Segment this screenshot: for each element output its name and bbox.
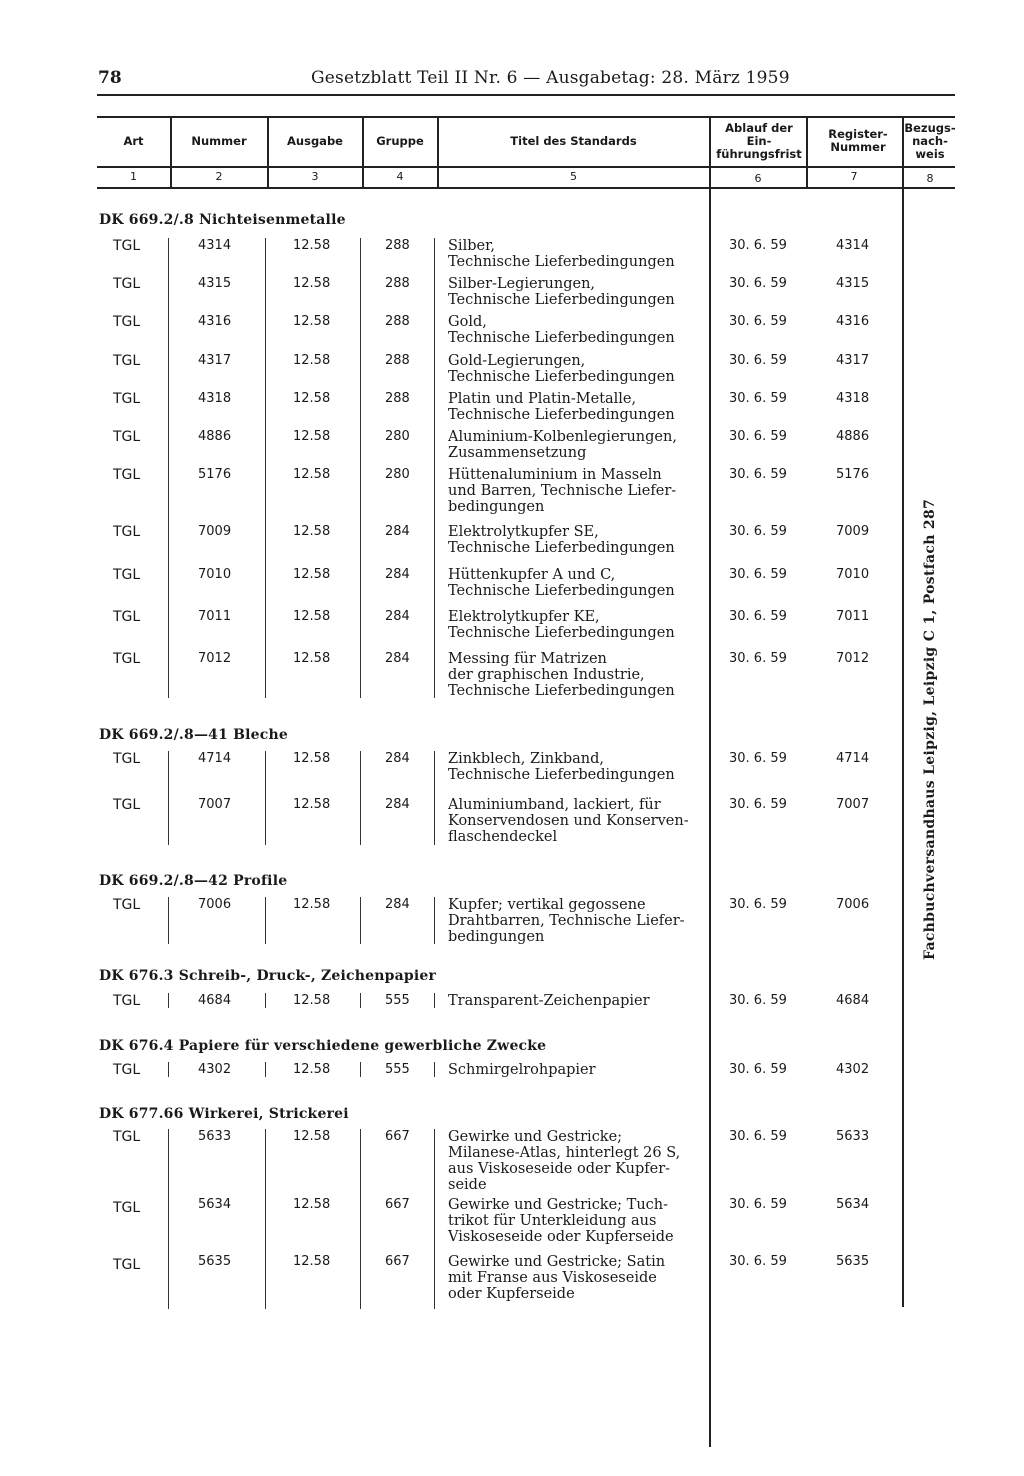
cell-frist: 30. 6. 59 (729, 391, 787, 406)
cell-nummer: 5634 (198, 1197, 232, 1212)
cell-register: 4886 (836, 429, 870, 444)
cell-nummer: 7007 (198, 797, 232, 812)
cell-gruppe: 284 (385, 524, 410, 539)
cell-art: TGL (113, 1200, 141, 1216)
cell-divider (168, 1062, 169, 1077)
cell-art: TGL (113, 1062, 141, 1078)
cell-art: TGL (113, 993, 141, 1009)
cell-register: 5635 (836, 1254, 870, 1269)
cell-divider (265, 897, 266, 944)
cell-frist: 30. 6. 59 (729, 238, 787, 253)
cell-divider (168, 993, 169, 1008)
cell-register: 4316 (836, 314, 870, 329)
cell-nummer: 4314 (198, 238, 232, 253)
cell-frist: 30. 6. 59 (729, 1197, 787, 1212)
table-top-rule (97, 116, 955, 118)
header-rule (97, 94, 955, 96)
cell-register: 4315 (836, 276, 870, 291)
cell-art: TGL (113, 567, 141, 583)
cell-gruppe: 284 (385, 897, 410, 912)
cell-divider (265, 1129, 266, 1309)
cell-art: TGL (113, 1129, 141, 1145)
header-num-7: 7 (850, 170, 858, 183)
cell-ausgabe: 12.58 (293, 609, 331, 624)
cell-divider (434, 1129, 435, 1309)
cell-art: TGL (113, 467, 141, 483)
cell-frist: 30. 6. 59 (729, 1062, 787, 1077)
header-num-5: 5 (570, 170, 577, 183)
header-col-nummer: Nummer (191, 134, 247, 148)
cell-titel: Elektrolytkupfer KE, Technische Lieferbedingungen (448, 609, 675, 641)
cell-ausgabe: 12.58 (293, 276, 331, 291)
header-num-1: 1 (130, 170, 137, 183)
cell-gruppe: 284 (385, 797, 410, 812)
cell-divider (265, 238, 266, 698)
cell-divider (434, 1062, 435, 1077)
header-num-8: 8 (926, 172, 934, 185)
cell-ausgabe: 12.58 (293, 651, 331, 666)
cell-divider (434, 238, 435, 698)
cell-gruppe: 284 (385, 651, 410, 666)
page-number: 78 (98, 68, 122, 88)
cell-titel: Schmirgelrohpapier (448, 1062, 596, 1078)
cell-nummer: 4318 (198, 391, 232, 406)
cell-titel: Platin und Platin-Metalle, Technische Lieferbedingungen (448, 391, 675, 423)
cell-titel: Gewirke und Gestricke; Satin mit Franse aus Viskoseseide oder Kupferseide (448, 1254, 666, 1302)
section-title: DK 676.4 Papiere für verschiedene gewerbliche Zwecke (99, 1038, 547, 1054)
cell-art: TGL (113, 353, 141, 369)
cell-frist: 30. 6. 59 (729, 314, 787, 329)
cell-ausgabe: 12.58 (293, 467, 331, 482)
cell-frist: 30. 6. 59 (729, 651, 787, 666)
cell-ausgabe: 12.58 (293, 751, 331, 766)
cell-gruppe: 555 (385, 1062, 410, 1077)
cell-nummer: 7006 (198, 897, 232, 912)
header-col-gruppe: Gruppe (376, 134, 424, 148)
cell-art: TGL (113, 276, 141, 292)
cell-ausgabe: 12.58 (293, 993, 331, 1008)
table-header-bottom-rule (97, 187, 955, 189)
cell-ausgabe: 12.58 (293, 1062, 331, 1077)
cell-gruppe: 288 (385, 353, 410, 368)
cell-ausgabe: 12.58 (293, 353, 331, 368)
cell-art: TGL (113, 391, 141, 407)
cell-frist: 30. 6. 59 (729, 353, 787, 368)
cell-titel: Gewirke und Gestricke; Milanese-Atlas, hinterlegt 26 S, aus Viskoseseide oder Kupfer- seide (448, 1129, 681, 1193)
cell-ausgabe: 12.58 (293, 1197, 331, 1212)
cell-art: TGL (113, 1257, 141, 1273)
cell-ausgabe: 12.58 (293, 238, 331, 253)
cell-register: 7010 (836, 567, 870, 582)
section-title: DK 669.2/.8—42 Profile (99, 873, 288, 889)
cell-divider (360, 238, 361, 698)
header-col-titel: Titel des Standards (510, 134, 637, 148)
cell-divider (434, 751, 435, 845)
cell-frist: 30. 6. 59 (729, 1129, 787, 1144)
cell-titel: Silber, Technische Lieferbedingungen (448, 238, 675, 270)
cell-gruppe: 288 (385, 238, 410, 253)
cell-gruppe: 284 (385, 609, 410, 624)
cell-titel: Zinkblech, Zinkband, Technische Lieferbedingungen (448, 751, 675, 783)
cell-ausgabe: 12.58 (293, 567, 331, 582)
cell-nummer: 4317 (198, 353, 232, 368)
table-header-separator (97, 166, 955, 168)
cell-divider (265, 1062, 266, 1077)
cell-titel: Elektrolytkupfer SE, Technische Lieferbedingungen (448, 524, 675, 556)
cell-register: 4714 (836, 751, 870, 766)
cell-frist: 30. 6. 59 (729, 797, 787, 812)
cell-frist: 30. 6. 59 (729, 609, 787, 624)
cell-art: TGL (113, 897, 141, 913)
cell-frist: 30. 6. 59 (729, 276, 787, 291)
cell-frist: 30. 6. 59 (729, 567, 787, 582)
cell-art: TGL (113, 609, 141, 625)
cell-ausgabe: 12.58 (293, 429, 331, 444)
cell-art: TGL (113, 238, 141, 254)
cell-nummer: 4714 (198, 751, 232, 766)
cell-register: 4684 (836, 993, 870, 1008)
cell-nummer: 5635 (198, 1254, 232, 1269)
cell-ausgabe: 12.58 (293, 897, 331, 912)
cell-titel: Aluminiumband, lackiert, für Konservendosen und Konserven- flaschendeckel (448, 797, 689, 845)
header-col-ausgabe: Ausgabe (287, 134, 343, 148)
cell-gruppe: 555 (385, 993, 410, 1008)
cell-register: 5634 (836, 1197, 870, 1212)
cell-divider (265, 993, 266, 1008)
cell-titel: Gold-Legierungen, Technische Lieferbedingungen (448, 353, 675, 385)
column-divider (709, 117, 711, 1447)
cell-nummer: 4316 (198, 314, 232, 329)
cell-gruppe: 284 (385, 751, 410, 766)
cell-nummer: 7012 (198, 651, 232, 666)
cell-nummer: 4886 (198, 429, 232, 444)
cell-divider (265, 751, 266, 845)
cell-titel: Aluminium-Kolbenlegierungen, Zusammensetzung (448, 429, 677, 461)
header-col-art: Art (123, 134, 144, 148)
column-divider (902, 117, 904, 1307)
cell-frist: 30. 6. 59 (729, 897, 787, 912)
cell-frist: 30. 6. 59 (729, 1254, 787, 1269)
cell-titel: Hüttenaluminium in Masseln und Barren, Technische Liefer- bedingungen (448, 467, 677, 515)
cell-gruppe: 667 (385, 1254, 410, 1269)
cell-ausgabe: 12.58 (293, 524, 331, 539)
cell-register: 7007 (836, 797, 870, 812)
section-title: DK 676.3 Schreib-, Druck-, Zeichenpapier (99, 968, 437, 984)
cell-titel: Hüttenkupfer A und C, Technische Lieferbedingungen (448, 567, 675, 599)
cell-ausgabe: 12.58 (293, 314, 331, 329)
cell-frist: 30. 6. 59 (729, 993, 787, 1008)
cell-gruppe: 284 (385, 567, 410, 582)
cell-nummer: 7010 (198, 567, 232, 582)
cell-titel: Kupfer; vertikal gegossene Drahtbarren, Technische Liefer- bedingungen (448, 897, 685, 945)
cell-divider (168, 1129, 169, 1309)
cell-nummer: 5176 (198, 467, 232, 482)
cell-register: 7011 (836, 609, 870, 624)
cell-register: 4314 (836, 238, 870, 253)
cell-divider (168, 238, 169, 698)
cell-art: TGL (113, 797, 141, 813)
cell-titel: Transparent-Zeichenpapier (448, 993, 650, 1009)
cell-frist: 30. 6. 59 (729, 751, 787, 766)
cell-titel: Gewirke und Gestricke; Tuch- trikot für Unterkleidung aus Viskoseseide oder Kupferseide (448, 1197, 674, 1245)
cell-register: 4302 (836, 1062, 870, 1077)
cell-divider (360, 897, 361, 944)
cell-nummer: 7011 (198, 609, 232, 624)
cell-divider (168, 897, 169, 944)
cell-art: TGL (113, 314, 141, 330)
cell-register: 7009 (836, 524, 870, 539)
section-title: DK 669.2/.8 Nichteisenmetalle (99, 212, 346, 228)
header-col-bezug: Bezugs- nach- weis (904, 121, 956, 161)
cell-titel: Gold, Technische Lieferbedingungen (448, 314, 675, 346)
header-num-3: 3 (311, 170, 319, 183)
cell-register: 5633 (836, 1129, 870, 1144)
cell-divider (360, 1129, 361, 1309)
cell-ausgabe: 12.58 (293, 797, 331, 812)
cell-divider (360, 751, 361, 845)
cell-gruppe: 288 (385, 276, 410, 291)
cell-ausgabe: 12.58 (293, 391, 331, 406)
cell-gruppe: 667 (385, 1129, 410, 1144)
cell-titel: Messing für Matrizen der graphischen Industrie, Technische Lieferbedingungen (448, 651, 675, 699)
cell-frist: 30. 6. 59 (729, 524, 787, 539)
cell-nummer: 4315 (198, 276, 232, 291)
cell-gruppe: 280 (385, 429, 410, 444)
cell-register: 4318 (836, 391, 870, 406)
cell-register: 7012 (836, 651, 870, 666)
cell-art: TGL (113, 524, 141, 540)
cell-divider (434, 897, 435, 944)
cell-titel: Silber-Legierungen, Technische Lieferbedingungen (448, 276, 675, 308)
cell-nummer: 5633 (198, 1129, 232, 1144)
cell-divider (360, 1062, 361, 1077)
header-col-frist: Ablauf der Ein- führungsfrist (716, 121, 802, 161)
side-note-publisher: Fachbuchversandhaus Leipzig, Leipzig C 1, Postfach 287 (922, 498, 938, 960)
header-num-2: 2 (215, 170, 223, 183)
cell-divider (360, 993, 361, 1008)
cell-art: TGL (113, 429, 141, 445)
cell-frist: 30. 6. 59 (729, 467, 787, 482)
header-num-6: 6 (754, 172, 762, 185)
cell-divider (168, 751, 169, 845)
running-header: Gesetzblatt Teil II Nr. 6 — Ausgabetag: 28. März 1959 (311, 68, 790, 88)
cell-register: 4317 (836, 353, 870, 368)
cell-gruppe: 667 (385, 1197, 410, 1212)
cell-ausgabe: 12.58 (293, 1129, 331, 1144)
cell-register: 7006 (836, 897, 870, 912)
cell-register: 5176 (836, 467, 870, 482)
header-num-4: 4 (396, 170, 404, 183)
section-title: DK 669.2/.8—41 Bleche (99, 727, 288, 743)
cell-gruppe: 280 (385, 467, 410, 482)
cell-ausgabe: 12.58 (293, 1254, 331, 1269)
header-col-register: Register- Nummer (828, 127, 888, 154)
section-title: DK 677.66 Wirkerei, Strickerei (99, 1106, 349, 1122)
cell-nummer: 7009 (198, 524, 232, 539)
cell-nummer: 4684 (198, 993, 232, 1008)
cell-art: TGL (113, 751, 141, 767)
cell-divider (434, 993, 435, 1008)
cell-art: TGL (113, 651, 141, 667)
cell-gruppe: 288 (385, 314, 410, 329)
cell-nummer: 4302 (198, 1062, 232, 1077)
cell-gruppe: 288 (385, 391, 410, 406)
cell-frist: 30. 6. 59 (729, 429, 787, 444)
